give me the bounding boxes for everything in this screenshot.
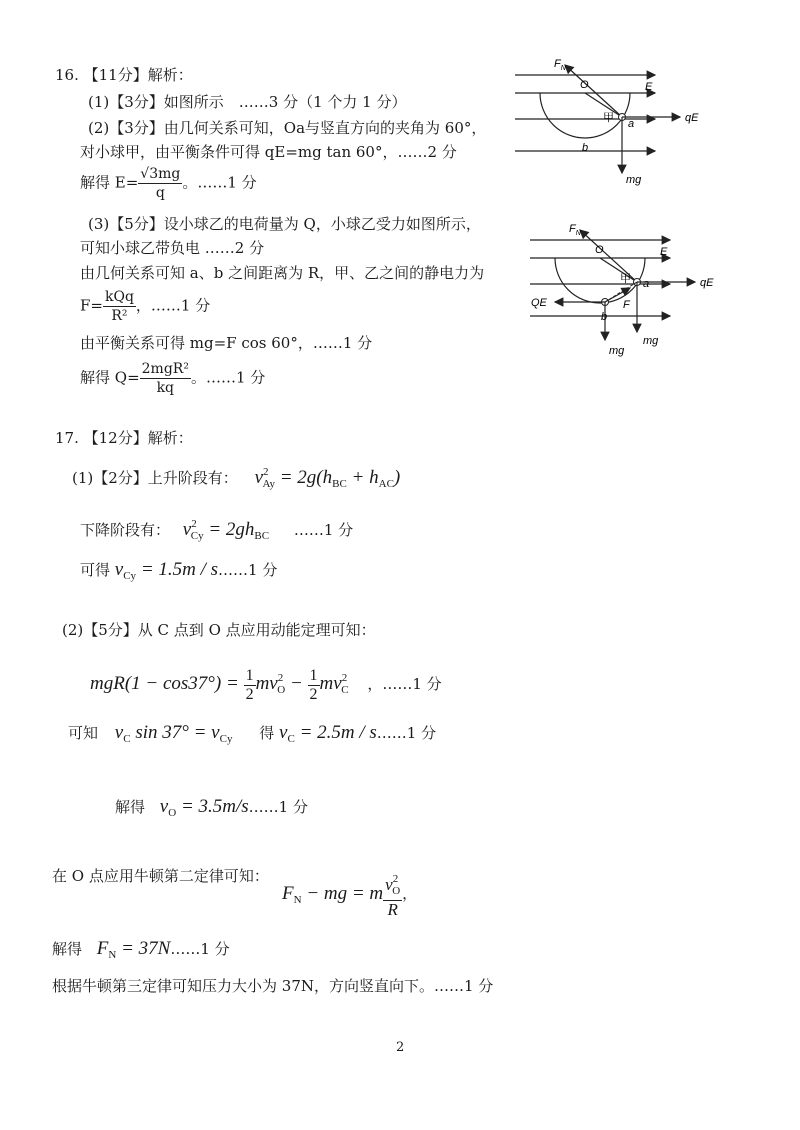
jia-label: 甲 xyxy=(603,112,614,124)
q16-part1: (1)【3分】如图所示 ……3 分（1 个力 1 分） xyxy=(88,93,407,111)
q17-header: 17. 【12分】解析： xyxy=(55,429,193,447)
mg-label: mg xyxy=(626,174,642,186)
force-diagram-1 xyxy=(510,55,720,190)
o-label: O xyxy=(580,79,589,91)
q17-step2: 下降阶段有： $v^2_{Cy} = 2gh_{BC}$ ……1 分 xyxy=(80,518,354,542)
qe-label: qE xyxy=(685,112,699,124)
b-label: b xyxy=(601,311,608,323)
q16-part3: (3)【5分】设小球乙的电荷量为 Q，小球乙受力如图所示， xyxy=(88,215,481,233)
o-label: O xyxy=(595,244,604,256)
fn-label: $F_N$ xyxy=(554,58,566,72)
a-label: a xyxy=(643,278,650,290)
q16-part2-line2: 对小球甲，由平衡条件可得 qE=mg tan 60°，……2 分 xyxy=(80,143,457,161)
q16-part3-force: F= $\frac{\text{kQq}}{\text{R²}}$ ，……1 分 xyxy=(80,289,211,324)
fn-label: $F_N$ xyxy=(569,223,581,237)
page-number: 2 xyxy=(396,1040,405,1055)
q17-fn-result: 解得 $F_N$ = 37N……1 分 xyxy=(52,938,230,961)
fraction: $\frac{\text{2mgR²}}{kq}$ xyxy=(141,361,189,396)
jia-label: 甲 xyxy=(620,273,631,285)
mg-label-1: mg xyxy=(609,345,625,357)
fraction: $\frac{√3mg}{q}$ xyxy=(140,166,181,201)
q16-header: 16. 【11分】解析： xyxy=(55,66,193,84)
e-label: E xyxy=(660,246,668,258)
b-label: b xyxy=(582,142,589,154)
q17-step1: (1)【2分】上升阶段有： $v^2_{Ay} = 2g(h_{BC} + h_{AC})$ xyxy=(72,466,401,490)
q16-part2: (2)【3分】由几何关系可知，Oa与竖直方向的夹角为 60°， xyxy=(88,119,487,137)
q16-part2-result: 解得 E= $\frac{√3mg}{q}$ 。……1 分 xyxy=(80,166,257,201)
q16-part3-balance: 由平衡关系可得 mg=F cos 60°，……1 分 xyxy=(80,334,373,352)
e-label: E xyxy=(645,81,653,93)
q17-vo-result: 解得 $v_O$ = 3.5m/s……1 分 xyxy=(115,796,308,819)
q17-conclusion: 根据牛顿第三定律可知压力大小为 37N，方向竖直向下。……1 分 xyxy=(52,977,494,995)
q16-part3-line2: 可知小球乙带负电 ……2 分 xyxy=(80,239,265,257)
q17-velocity-relation: 可知 $v_C$ $\sin 37^\circ = v_{Cy}$ 得 $v_C = 2.5m$ / s……1 分 xyxy=(68,722,437,745)
q17-newton2-label: 在 O 点应用牛顿第二定律可知： xyxy=(52,867,269,885)
q17-energy-equation: mgR(1 − cos37°) = $\frac{1}{2}$ $mv^2_O$ − $\frac{1}{2}$ $mv^2_C$ ，……1 分 xyxy=(90,666,442,703)
mg-label-2: mg xyxy=(643,335,659,347)
qe-label: qE xyxy=(700,277,714,289)
q17-newton2-equation: $F_N$ − mg = m $\frac{v^2_O}{R}$ ， xyxy=(282,870,417,922)
q16-part3-result: 解得 Q= $\frac{\text{2mgR²}}{kq}$ 。……1 分 xyxy=(80,361,266,396)
a-label: a xyxy=(628,118,635,130)
force-diagram-2 xyxy=(525,220,735,360)
qe2-label: QE xyxy=(531,297,547,309)
f-label: F xyxy=(623,299,630,311)
q17-step3: 可得 $v_{Cy} = 1.5m$ / s……1 分 xyxy=(80,559,278,582)
fraction: $\frac{\text{kQq}}{\text{R²}}$ xyxy=(104,289,134,324)
q17-part2: (2)【5分】从 C 点到 O 点应用动能定理可知： xyxy=(62,621,376,639)
q16-part3-line3: 由几何关系可知 a、b 之间距离为 R，甲、乙之间的静电力为 xyxy=(80,264,485,282)
